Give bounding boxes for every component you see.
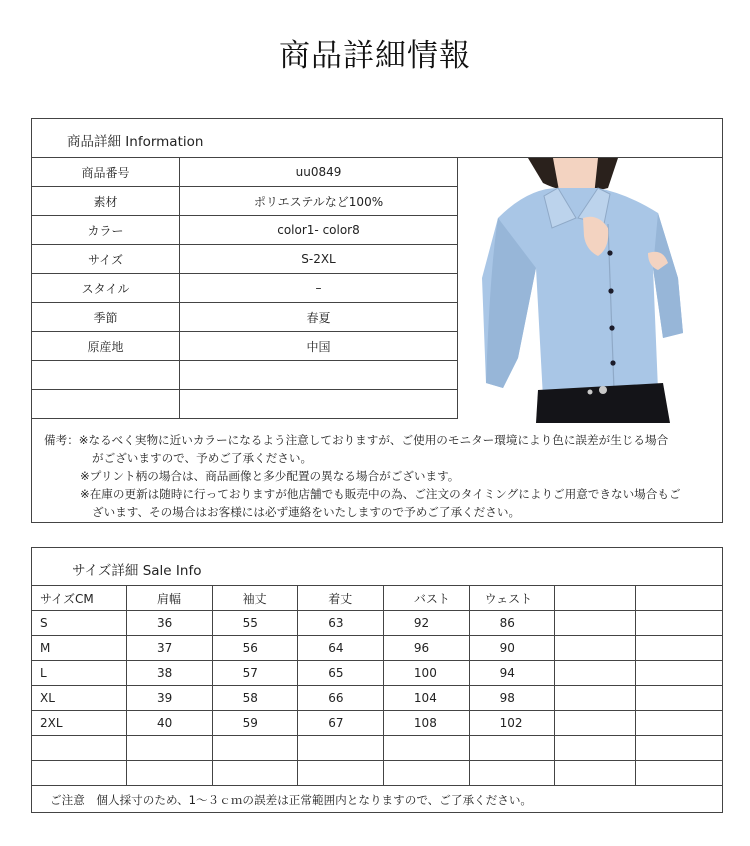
column-header: サイズCM (32, 586, 126, 611)
remark-line: 備考：※なるべく実物に近いカラーになるよう注意しておりますが、ご使用のモニター環境により色に誤差が生じる場合 (44, 433, 669, 447)
table-cell (555, 636, 635, 661)
row-value: 春夏 (180, 303, 458, 332)
column-header: 袖丈 (212, 586, 298, 611)
table-cell (555, 611, 635, 636)
table-cell (469, 736, 555, 761)
row-value: ポリエステルなど100% (180, 187, 458, 216)
row-value: – (180, 274, 458, 303)
table-cell (383, 761, 469, 786)
column-header (635, 586, 722, 611)
size-header-label: サイズ詳細 Sale Info (72, 563, 202, 579)
table-cell (212, 761, 298, 786)
table-cell (555, 761, 635, 786)
table-cell: 98 (469, 686, 555, 711)
table-cell: 104 (383, 686, 469, 711)
details-table (32, 157, 722, 419)
size-details-section (31, 547, 723, 813)
row-label (32, 361, 180, 390)
row-label: サイズ (32, 245, 180, 274)
table-cell: 92 (383, 611, 469, 636)
table-cell (298, 761, 384, 786)
table-cell: 96 (383, 636, 469, 661)
table-cell: 94 (469, 661, 555, 686)
row-value: 中国 (180, 332, 458, 361)
row-value (180, 390, 458, 419)
table-cell: 90 (469, 636, 555, 661)
size-note: ご注意 個人採寸のため、1～３ｃｍの誤差は正常範囲内となりますので、ご了承ください。 (50, 793, 533, 807)
table-row (32, 636, 722, 661)
remark-line: がございますので、予めご了承ください。 (92, 451, 313, 465)
column-header: ウェスト (469, 586, 555, 611)
table-cell: 38 (126, 661, 212, 686)
row-value: color1- color8 (180, 216, 458, 245)
table-cell (635, 686, 722, 711)
table-row (32, 611, 722, 636)
table-cell: 36 (126, 611, 212, 636)
column-header: 肩幅 (126, 586, 212, 611)
table-row (32, 711, 722, 736)
table-cell: 108 (383, 711, 469, 736)
table-cell: 65 (298, 661, 384, 686)
table-cell (298, 736, 384, 761)
product-details-section (31, 118, 723, 523)
table-cell (126, 761, 212, 786)
size-label: 2XL (32, 711, 126, 736)
table-cell (555, 736, 635, 761)
size-label: XL (32, 686, 126, 711)
table-cell: 37 (126, 636, 212, 661)
table-row (32, 158, 722, 187)
column-header (555, 586, 635, 611)
blouse-illustration (458, 158, 722, 423)
size-label: S (32, 611, 126, 636)
table-cell: 66 (298, 686, 384, 711)
table-cell: 63 (298, 611, 384, 636)
table-row (32, 761, 722, 786)
size-header (32, 548, 722, 586)
table-cell (383, 736, 469, 761)
table-cell: 64 (298, 636, 384, 661)
remark-line: ※在庫の更新は随時に行っておりますが他店舗でも販売中の為、ご注文のタイミングによりご用意できない場合もご (80, 487, 681, 501)
row-label: 季節 (32, 303, 180, 332)
table-cell (555, 686, 635, 711)
row-label: カラー (32, 216, 180, 245)
table-cell (212, 736, 298, 761)
row-value: S-2XL (180, 245, 458, 274)
table-cell: 39 (126, 686, 212, 711)
row-label (32, 390, 180, 419)
remark-line: ※プリント柄の場合は、商品画像と多少配置の異なる場合がございます。 (80, 469, 460, 483)
table-cell: 57 (212, 661, 298, 686)
table-cell: 58 (212, 686, 298, 711)
table-cell (555, 661, 635, 686)
table-cell (469, 761, 555, 786)
table-cell: 67 (298, 711, 384, 736)
table-cell: 56 (212, 636, 298, 661)
size-label: M (32, 636, 126, 661)
table-row (32, 736, 722, 761)
row-label: 原産地 (32, 332, 180, 361)
table-cell: 55 (212, 611, 298, 636)
remarks (44, 431, 681, 521)
table-cell (635, 636, 722, 661)
remark-line: ざいます、その場合はお客様には必ず連絡をいたしますので予めご了承ください。 (92, 505, 521, 519)
row-value (180, 361, 458, 390)
table-cell (555, 711, 635, 736)
details-header-label: 商品詳細 Information (67, 134, 204, 150)
table-cell (635, 736, 722, 761)
table-cell (635, 761, 722, 786)
size-table-header-row (32, 586, 722, 611)
table-cell: 59 (212, 711, 298, 736)
size-label (32, 761, 126, 786)
product-photo-cell (458, 158, 723, 419)
details-header (32, 119, 722, 158)
table-cell (635, 661, 722, 686)
size-table (32, 585, 722, 786)
column-header: 着丈 (298, 586, 384, 611)
row-value: uu0849 (180, 158, 458, 187)
column-header: バスト (383, 586, 469, 611)
row-label: スタイル (32, 274, 180, 303)
table-cell (635, 711, 722, 736)
size-label: L (32, 661, 126, 686)
row-label: 商品番号 (32, 158, 180, 187)
table-row (32, 686, 722, 711)
size-label (32, 736, 126, 761)
table-cell (126, 736, 212, 761)
row-label: 素材 (32, 187, 180, 216)
table-cell: 102 (469, 711, 555, 736)
product-photo (458, 158, 722, 423)
page-title: 商品詳細情報 (279, 38, 471, 74)
table-row (32, 661, 722, 686)
table-cell: 86 (469, 611, 555, 636)
table-cell (635, 611, 722, 636)
table-cell: 40 (126, 711, 212, 736)
table-cell: 100 (383, 661, 469, 686)
